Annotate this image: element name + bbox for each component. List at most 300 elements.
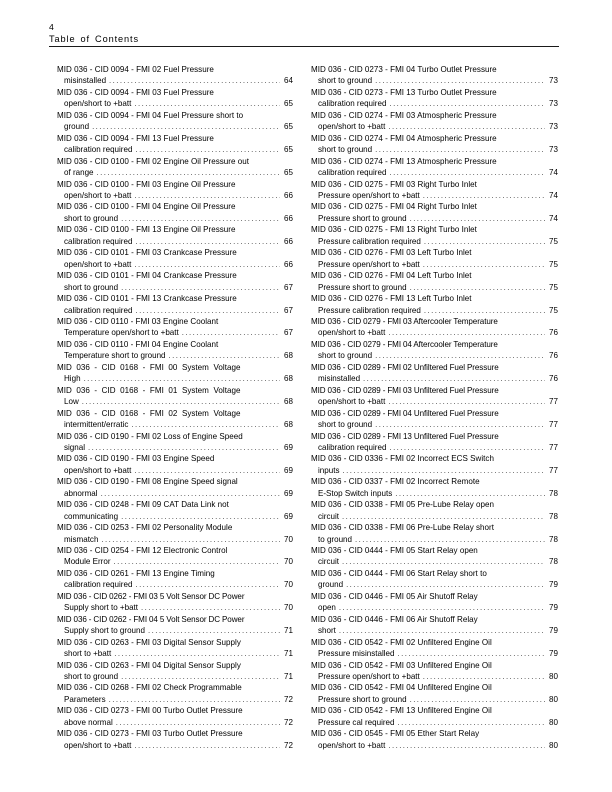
dot-leader bbox=[131, 419, 280, 430]
toc-entry-title: MID 036 - CID 0289 - FMI 02 Unfiltered Fuel Pressure bbox=[311, 362, 499, 372]
dot-leader bbox=[424, 236, 545, 247]
toc-entry-tail-row bbox=[57, 556, 293, 567]
toc-entry-tail-row bbox=[311, 419, 558, 430]
toc-entry-page-number: 67 bbox=[284, 328, 293, 338]
toc-entry-title: MID 036 - CID 0273 - FMI 00 Turbo Outlet Pressure bbox=[57, 706, 243, 716]
toc-entry-tail-row bbox=[311, 442, 558, 453]
toc-entry[interactable] bbox=[57, 431, 293, 454]
toc-entry-page-number: 71 bbox=[284, 649, 293, 659]
toc-entry-title-continued: Pressure short to ground bbox=[318, 694, 407, 704]
toc-entry-page-number: 79 bbox=[549, 626, 558, 636]
toc-entry-page-number: 70 bbox=[284, 534, 293, 544]
toc-entry-page-number: 80 bbox=[549, 740, 558, 750]
toc-entry-title-continued: short to ground bbox=[318, 351, 373, 361]
toc-entry-tail-row bbox=[311, 282, 558, 293]
toc-entry-page-number: 76 bbox=[549, 374, 558, 384]
toc-entry-title-continued: open/short to +batt bbox=[64, 190, 132, 200]
toc-entry-tail-row bbox=[57, 534, 293, 545]
toc-entry-title: MID 036 - CID 0094 - FMI 02 Fuel Pressure bbox=[57, 65, 214, 74]
toc-entry-title: MID 036 - CID 0274 - FMI 03 Atmospheric Pressure bbox=[311, 110, 497, 120]
toc-entry-title: MID 036 - CID 0100 - FMI 13 Engine Oil Pressure bbox=[57, 225, 236, 235]
toc-entry-title-continued: Temperature short to ground bbox=[64, 351, 166, 361]
toc-entry-title-continued: abnormal bbox=[64, 488, 98, 498]
toc-entry-title: MID 036 - CID 0545 - FMI 05 Ether Start Relay bbox=[311, 729, 480, 739]
toc-entry-title: MID 036 - CID 0274 - FMI 04 Atmospheric Pressure bbox=[311, 133, 497, 143]
toc-entry-title-continued: open/short to +batt bbox=[64, 99, 132, 109]
toc-column-right bbox=[301, 64, 612, 751]
toc-entry-page-number: 65 bbox=[284, 99, 293, 109]
toc-entry-page-number: 65 bbox=[284, 122, 293, 132]
toc-entry-tail-row bbox=[311, 740, 558, 751]
toc-entry-title: MID 036 - CID 0100 - FMI 02 Engine Oil Pressure out bbox=[57, 156, 249, 166]
toc-entry-page-number: 68 bbox=[284, 351, 293, 361]
toc-entry-tail-row bbox=[57, 488, 293, 499]
toc-entry-page-number: 80 bbox=[549, 672, 558, 682]
toc-entry-tail-row bbox=[311, 373, 558, 384]
toc-entry-title-continued: communicating bbox=[64, 511, 119, 521]
toc-entry[interactable] bbox=[57, 64, 293, 87]
dot-leader bbox=[109, 694, 280, 705]
toc-entry-title: MID 036 - CID 0248 - FMI 09 CAT Data Link not bbox=[57, 500, 229, 510]
toc-entry-title: MID 036 - CID 0168 - FMI 02 System Voltage bbox=[57, 408, 241, 418]
toc-entry-tail-row bbox=[57, 396, 293, 407]
toc-entry[interactable] bbox=[57, 156, 293, 179]
toc-entry-page-number: 66 bbox=[284, 259, 293, 269]
toc-entry-tail-row bbox=[311, 327, 558, 338]
toc-entry-title-continued: Parameters bbox=[64, 694, 106, 704]
toc-entry-title-continued: misinstalled bbox=[64, 76, 107, 86]
toc-entry[interactable] bbox=[57, 660, 293, 683]
toc-entry[interactable] bbox=[57, 293, 293, 316]
toc-entry[interactable] bbox=[311, 660, 558, 683]
toc-entry-title: MID 036 - CID 0444 - FMI 06 Start Relay short to bbox=[311, 568, 487, 578]
dot-leader bbox=[121, 282, 280, 293]
toc-entry[interactable] bbox=[57, 453, 293, 476]
toc-entry-title: MID 036 - CID 0279 - FMI 04 Aftercooler Temperature bbox=[311, 339, 498, 349]
dot-leader bbox=[342, 465, 545, 476]
toc-entry-title: MID 036 - CID 0100 - FMI 04 Engine Oil Pressure bbox=[57, 202, 236, 212]
toc-entry[interactable] bbox=[57, 385, 293, 408]
toc-entry-tail-row bbox=[57, 98, 293, 109]
toc-entry-tail-row bbox=[311, 488, 558, 499]
toc-entry-page-number: 76 bbox=[549, 351, 558, 361]
toc-entry-title-continued: Module Error bbox=[64, 557, 111, 567]
toc-entry-page-number: 73 bbox=[549, 76, 558, 86]
toc-entry-title-continued: to ground bbox=[318, 534, 353, 544]
toc-entry[interactable] bbox=[57, 133, 293, 156]
toc-entry-page-number: 75 bbox=[549, 282, 558, 292]
toc-entry-page-number: 79 bbox=[549, 603, 558, 613]
toc-entry-title-continued: short to ground bbox=[64, 213, 119, 223]
toc-entry[interactable] bbox=[57, 614, 293, 637]
toc-entry-tail-row bbox=[57, 717, 293, 728]
toc-entry-title: MID 036 - CID 0276 - FMI 03 Left Turbo Inlet bbox=[311, 248, 472, 258]
dot-leader bbox=[135, 305, 280, 316]
toc-entry-title: MID 036 - CID 0273 - FMI 04 Turbo Outlet Pressure bbox=[311, 65, 497, 74]
dot-leader bbox=[101, 488, 280, 499]
toc-entry-title-continued: short bbox=[318, 626, 336, 636]
dot-leader bbox=[423, 259, 545, 270]
dot-leader bbox=[141, 602, 280, 613]
toc-entry-title: MID 036 - CID 0168 - FMI 01 System Voltage bbox=[57, 385, 241, 395]
dot-leader bbox=[121, 213, 280, 224]
toc-entry[interactable] bbox=[311, 591, 558, 614]
toc-entry-page-number: 78 bbox=[549, 488, 558, 498]
dot-leader bbox=[82, 396, 280, 407]
toc-entry[interactable] bbox=[57, 87, 293, 110]
toc-entry-page-number: 80 bbox=[549, 717, 558, 727]
toc-entry-title: MID 036 - CID 0094 - FMI 03 Fuel Pressure bbox=[57, 87, 214, 97]
toc-entry-tail-row bbox=[57, 625, 293, 636]
dot-leader bbox=[121, 671, 280, 682]
toc-entry-title-continued: Temperature open/short to +batt bbox=[64, 328, 179, 338]
toc-entry-tail-row bbox=[311, 717, 558, 728]
toc-entry-tail-row bbox=[57, 419, 293, 430]
toc-entry[interactable] bbox=[57, 408, 293, 431]
toc-entry-page-number: 75 bbox=[549, 305, 558, 315]
dot-leader bbox=[134, 740, 280, 751]
toc-entry-title-continued: Pressure short to ground bbox=[318, 282, 407, 292]
toc-entry-title-continued: misinstalled bbox=[318, 374, 361, 384]
toc-entry[interactable] bbox=[311, 408, 558, 431]
toc-entry-tail-row bbox=[57, 75, 293, 86]
toc-entry[interactable] bbox=[311, 385, 558, 408]
dot-leader bbox=[114, 648, 280, 659]
toc-entry-title-continued: ground bbox=[64, 122, 90, 132]
toc-entry-title-continued: calibration required bbox=[318, 442, 387, 452]
toc-entry-page-number: 68 bbox=[284, 420, 293, 430]
toc-entry-page-number: 74 bbox=[549, 213, 558, 223]
toc-entry[interactable] bbox=[57, 682, 293, 705]
toc-entry-page-number: 69 bbox=[284, 465, 293, 475]
toc-entry[interactable] bbox=[57, 728, 293, 751]
toc-entry-title-continued: Pressure misinstalled bbox=[318, 649, 395, 659]
toc-entry-tail-row bbox=[311, 213, 558, 224]
toc-entry-title: MID 036 - CID 0446 - FMI 05 Air Shutoff Relay bbox=[311, 591, 478, 601]
toc-entry-title: MID 036 - CID 0094 - FMI 04 Fuel Pressure short to bbox=[57, 110, 244, 120]
toc-entry-title: MID 036 - CID 0101 - FMI 13 Crankcase Pressure bbox=[57, 294, 237, 304]
toc-entry-tail-row bbox=[57, 671, 293, 682]
toc-entry-page-number: 74 bbox=[549, 190, 558, 200]
dot-leader bbox=[339, 625, 545, 636]
toc-entry[interactable] bbox=[311, 247, 558, 270]
toc-entry[interactable] bbox=[57, 201, 293, 224]
toc-entry-title-continued: open/short to +batt bbox=[318, 740, 386, 750]
toc-entry[interactable] bbox=[311, 476, 558, 499]
toc-entry-page-number: 70 bbox=[284, 603, 293, 613]
toc-entry[interactable] bbox=[57, 522, 293, 545]
toc-entry-title-continued: of range bbox=[64, 168, 94, 178]
toc-entry-title: MID 036 - CID 0110 - FMI 04 Engine Coolant bbox=[57, 339, 219, 349]
dot-leader bbox=[346, 579, 545, 590]
toc-entry-title: MID 036 - CID 0110 - FMI 03 Engine Coolant bbox=[57, 316, 219, 326]
toc-entry[interactable] bbox=[311, 64, 558, 87]
toc-entry[interactable] bbox=[311, 179, 558, 202]
toc-entry-page-number: 76 bbox=[549, 328, 558, 338]
toc-entry-tail-row bbox=[57, 121, 293, 132]
toc-entry-tail-row bbox=[311, 75, 558, 86]
toc-entry-title-continued: intermittent/erratic bbox=[64, 420, 129, 430]
toc-entry-title: MID 036 - CID 0101 - FMI 04 Crankcase Pressure bbox=[57, 271, 237, 281]
dot-leader bbox=[389, 442, 545, 453]
toc-entry-title-continued: Pressure calibration required bbox=[318, 236, 421, 246]
toc-entry-tail-row bbox=[57, 190, 293, 201]
toc-entry-page-number: 72 bbox=[284, 694, 293, 704]
toc-entry[interactable] bbox=[311, 270, 558, 293]
dot-leader bbox=[410, 213, 545, 224]
dot-leader bbox=[134, 465, 280, 476]
toc-entry-page-number: 78 bbox=[549, 511, 558, 521]
toc-entry-page-number: 65 bbox=[284, 145, 293, 155]
toc-entry[interactable] bbox=[57, 568, 293, 591]
toc-entry[interactable] bbox=[57, 339, 293, 362]
dot-leader bbox=[388, 121, 545, 132]
dot-leader bbox=[134, 259, 280, 270]
toc-entry-tail-row bbox=[311, 305, 558, 316]
toc-entry[interactable] bbox=[57, 545, 293, 568]
toc-entry-tail-row bbox=[57, 579, 293, 590]
toc-entry-page-number: 74 bbox=[549, 168, 558, 178]
dot-leader bbox=[410, 694, 545, 705]
toc-entry-title-continued: open/short to +batt bbox=[318, 397, 386, 407]
toc-entry[interactable] bbox=[57, 362, 293, 385]
toc-entry-title-continued: E-Stop Switch inputs bbox=[318, 488, 393, 498]
toc-entry[interactable] bbox=[57, 591, 293, 614]
toc-entry-page-number: 77 bbox=[549, 465, 558, 475]
toc-entry-title-continued: short to ground bbox=[318, 145, 373, 155]
toc-entry-page-number: 78 bbox=[549, 557, 558, 567]
toc-entry[interactable] bbox=[311, 110, 558, 133]
toc-entry-tail-row bbox=[57, 327, 293, 338]
toc-entry-page-number: 65 bbox=[284, 168, 293, 178]
toc-entry-page-number: 80 bbox=[549, 694, 558, 704]
dot-leader bbox=[339, 602, 545, 613]
dot-leader bbox=[114, 556, 280, 567]
toc-entry-page-number: 67 bbox=[284, 282, 293, 292]
dot-leader bbox=[97, 167, 280, 178]
toc-entry-title-continued: High bbox=[64, 374, 81, 384]
toc-entry-tail-row bbox=[57, 648, 293, 659]
toc-entry-tail-row bbox=[57, 282, 293, 293]
toc-entry[interactable] bbox=[311, 728, 558, 751]
toc-entry[interactable] bbox=[311, 682, 558, 705]
toc-entry-page-number: 75 bbox=[549, 236, 558, 246]
toc-entry-page-number: 72 bbox=[284, 740, 293, 750]
toc-entry[interactable] bbox=[57, 476, 293, 499]
toc-entry-title-continued: Pressure open/short to +batt bbox=[318, 259, 420, 269]
toc-entry-title: MID 036 - CID 0289 - FMI 04 Unfiltered Fuel Pressure bbox=[311, 408, 499, 418]
toc-entry-tail-row bbox=[311, 625, 558, 636]
toc-entry-tail-row bbox=[311, 648, 558, 659]
toc-entry-title: MID 036 - CID 0094 - FMI 13 Fuel Pressure bbox=[57, 133, 214, 143]
toc-entry-title: MID 036 - CID 0273 - FMI 13 Turbo Outlet Pressure bbox=[311, 87, 497, 97]
toc-entry-title-continued: open/short to +batt bbox=[64, 465, 132, 475]
toc-entry-title-continued: Pressure short to ground bbox=[318, 213, 407, 223]
toc-entry[interactable] bbox=[311, 568, 558, 591]
toc-entry[interactable] bbox=[57, 110, 293, 133]
dot-leader bbox=[135, 144, 280, 155]
toc-entry-title: MID 036 - CID 0276 - FMI 04 Left Turbo Inlet bbox=[311, 271, 472, 281]
toc-entry[interactable] bbox=[311, 362, 558, 385]
toc-entry-tail-row bbox=[57, 740, 293, 751]
toc-entry-title: MID 036 - CID 0275 - FMI 13 Right Turbo Inlet bbox=[311, 225, 477, 235]
toc-entry-title-continued: circuit bbox=[318, 511, 340, 521]
toc-columns bbox=[0, 64, 612, 751]
toc-entry[interactable] bbox=[57, 705, 293, 728]
toc-entry-title: MID 036 - CID 0542 - FMI 03 Unfiltered Engine Oil bbox=[311, 660, 492, 670]
toc-entry[interactable] bbox=[311, 224, 558, 247]
toc-entry[interactable] bbox=[57, 247, 293, 270]
toc-entry[interactable] bbox=[311, 614, 558, 637]
dot-leader bbox=[375, 75, 545, 86]
toc-entry-title-continued: inputs bbox=[318, 465, 340, 475]
toc-entry-tail-row bbox=[57, 144, 293, 155]
dot-leader bbox=[169, 350, 280, 361]
toc-entry-title-continued: open/short to +batt bbox=[318, 122, 386, 132]
toc-entry-title: MID 036 - CID 0254 - FMI 12 Electronic Control bbox=[57, 546, 228, 556]
dot-leader bbox=[135, 236, 280, 247]
toc-entry-tail-row bbox=[311, 579, 558, 590]
dot-leader bbox=[424, 305, 545, 316]
toc-entry-tail-row bbox=[57, 167, 293, 178]
toc-entry[interactable] bbox=[311, 339, 558, 362]
toc-entry-title: MID 036 - CID 0289 - FMI 03 Unfiltered Fuel Pressure bbox=[311, 385, 499, 395]
dot-leader bbox=[92, 121, 280, 132]
toc-entry-title-continued: Supply short to ground bbox=[64, 626, 145, 636]
toc-entry[interactable] bbox=[311, 499, 558, 522]
toc-entry[interactable] bbox=[57, 316, 293, 339]
toc-entry-tail-row bbox=[311, 167, 558, 178]
toc-entry-title-continued: open bbox=[318, 603, 336, 613]
toc-entry-page-number: 71 bbox=[284, 672, 293, 682]
toc-entry[interactable] bbox=[57, 179, 293, 202]
toc-entry-title-continued: ground bbox=[318, 580, 344, 590]
toc-entry-page-number: 66 bbox=[284, 236, 293, 246]
dot-leader bbox=[389, 98, 545, 109]
toc-entry[interactable] bbox=[311, 293, 558, 316]
toc-entry-tail-row bbox=[311, 511, 558, 522]
toc-entry[interactable] bbox=[311, 87, 558, 110]
toc-entry-tail-row bbox=[57, 602, 293, 613]
dot-leader bbox=[395, 488, 545, 499]
dot-leader bbox=[363, 373, 545, 384]
dot-leader bbox=[397, 717, 545, 728]
toc-entry-page-number: 73 bbox=[549, 145, 558, 155]
toc-entry-tail-row bbox=[57, 213, 293, 224]
dot-leader bbox=[423, 190, 545, 201]
toc-entry-tail-row bbox=[311, 671, 558, 682]
dot-leader bbox=[389, 167, 545, 178]
toc-entry-tail-row bbox=[311, 236, 558, 247]
dot-leader bbox=[134, 190, 280, 201]
toc-entry-page-number: 69 bbox=[284, 442, 293, 452]
toc-entry[interactable] bbox=[311, 705, 558, 728]
toc-entry-page-number: 77 bbox=[549, 420, 558, 430]
toc-entry-tail-row bbox=[57, 350, 293, 361]
toc-entry-page-number: 70 bbox=[284, 580, 293, 590]
toc-entry-tail-row bbox=[311, 144, 558, 155]
toc-entry-title: MID 036 - CID 0336 - FMI 02 Incorrect ECS Switch bbox=[311, 454, 494, 464]
toc-entry[interactable] bbox=[57, 499, 293, 522]
toc-entry-tail-row bbox=[57, 259, 293, 270]
toc-entry-page-number: 79 bbox=[549, 580, 558, 590]
toc-entry[interactable] bbox=[57, 270, 293, 293]
toc-entry[interactable] bbox=[311, 156, 558, 179]
dot-leader bbox=[101, 534, 280, 545]
toc-entry-title: MID 036 - CID 0273 - FMI 03 Turbo Outlet Pressure bbox=[57, 729, 243, 739]
toc-entry-title-continued: short to ground bbox=[64, 672, 119, 682]
dot-leader bbox=[148, 625, 280, 636]
dot-leader bbox=[397, 648, 545, 659]
toc-entry-title-continued: open/short to +batt bbox=[318, 328, 386, 338]
toc-entry-tail-row bbox=[57, 442, 293, 453]
toc-entry[interactable] bbox=[311, 453, 558, 476]
toc-entry-tail-row bbox=[57, 373, 293, 384]
toc-entry-title: MID 036 - CID 0253 - FMI 02 Personality Module bbox=[57, 523, 233, 533]
toc-entry[interactable] bbox=[311, 316, 558, 339]
dot-leader bbox=[84, 373, 280, 384]
toc-entry-tail-row bbox=[57, 465, 293, 476]
toc-entry-page-number: 72 bbox=[284, 717, 293, 727]
toc-entry[interactable] bbox=[311, 637, 558, 660]
dot-leader bbox=[182, 327, 280, 338]
toc-entry[interactable] bbox=[311, 133, 558, 156]
toc-entry-page-number: 77 bbox=[549, 397, 558, 407]
toc-entry-tail-row bbox=[311, 534, 558, 545]
toc-entry-tail-row bbox=[311, 259, 558, 270]
toc-entry-title-continued: calibration required bbox=[318, 99, 387, 109]
toc-entry-title-continued: Pressure open/short to +batt bbox=[318, 190, 420, 200]
toc-entry-tail-row bbox=[311, 121, 558, 132]
toc-entry[interactable] bbox=[57, 224, 293, 247]
dot-leader bbox=[342, 511, 545, 522]
dot-leader bbox=[134, 98, 280, 109]
toc-entry-title-continued: above normal bbox=[64, 717, 113, 727]
toc-entry-page-number: 66 bbox=[284, 190, 293, 200]
toc-entry[interactable] bbox=[311, 201, 558, 224]
page-number: 4 bbox=[49, 22, 54, 32]
toc-entry-title: MID 036 - CID 0262 - FMI 03 5 Volt Sensor DC Power bbox=[57, 591, 245, 601]
dot-leader bbox=[355, 534, 545, 545]
toc-entry[interactable] bbox=[311, 545, 558, 568]
toc-entry-title: MID 036 - CID 0263 - FMI 03 Digital Sensor Supply bbox=[57, 637, 241, 647]
dot-leader bbox=[410, 282, 545, 293]
toc-entry-title-continued: mismatch bbox=[64, 534, 99, 544]
toc-entry-title: MID 036 - CID 0444 - FMI 05 Start Relay open bbox=[311, 546, 478, 556]
toc-entry-page-number: 70 bbox=[284, 557, 293, 567]
dot-leader bbox=[116, 717, 280, 728]
toc-entry[interactable] bbox=[57, 637, 293, 660]
toc-entry-title: MID 036 - CID 0338 - FMI 05 Pre-Lube Relay open bbox=[311, 500, 494, 510]
toc-entry-title-continued: signal bbox=[64, 442, 86, 452]
toc-entry-title-continued: short to ground bbox=[318, 420, 373, 430]
toc-entry-title: MID 036 - CID 0190 - FMI 08 Engine Speed signal bbox=[57, 477, 238, 487]
toc-entry-tail-row bbox=[311, 465, 558, 476]
toc-entry-title: MID 036 - CID 0338 - FMI 06 Pre-Lube Relay short bbox=[311, 523, 494, 533]
toc-entry-page-number: 73 bbox=[549, 99, 558, 109]
toc-entry-title-continued: open/short to +batt bbox=[64, 259, 132, 269]
dot-leader bbox=[342, 556, 545, 567]
dot-leader bbox=[375, 350, 545, 361]
toc-entry[interactable] bbox=[311, 522, 558, 545]
toc-entry-title: MID 036 - CID 0337 - FMI 02 Incorrect Remote bbox=[311, 477, 480, 487]
toc-entry-tail-row bbox=[311, 556, 558, 567]
toc-entry-page-number: 75 bbox=[549, 259, 558, 269]
toc-entry[interactable] bbox=[311, 431, 558, 454]
toc-entry-title-continued: Pressure open/short to +batt bbox=[318, 672, 420, 682]
toc-entry-page-number: 68 bbox=[284, 397, 293, 407]
toc-entry-tail-row bbox=[57, 305, 293, 316]
